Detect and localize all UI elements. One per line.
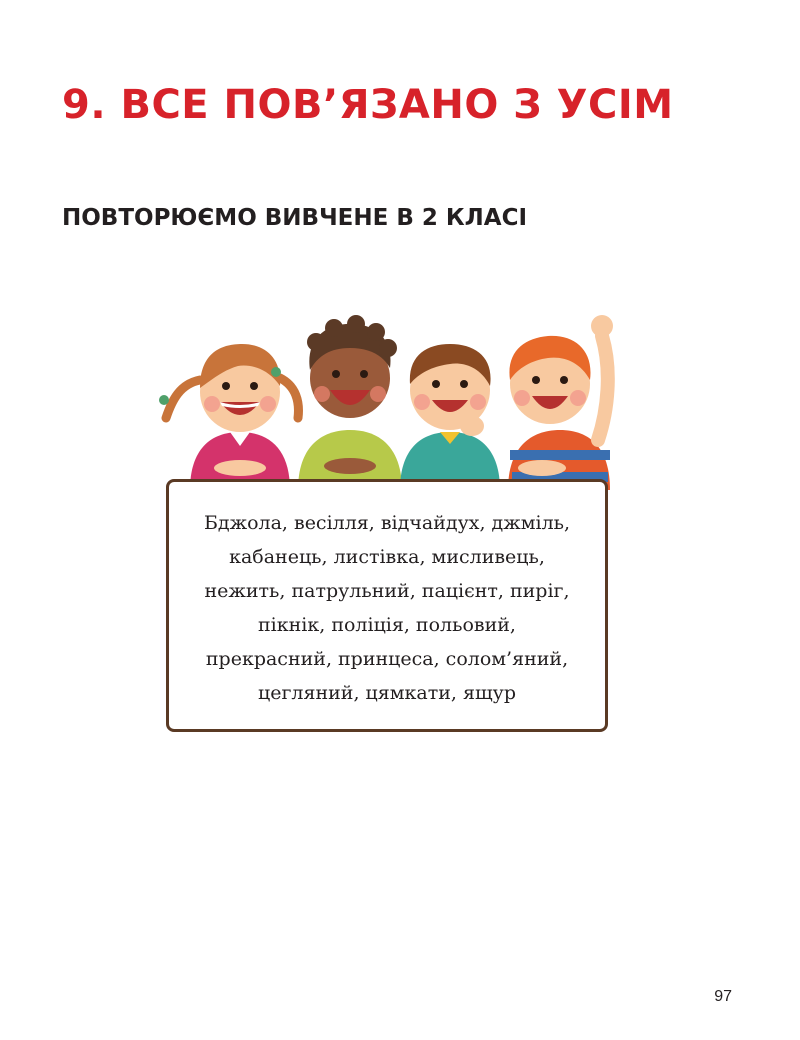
page-number: 97 — [714, 988, 732, 1005]
word-line: цегляний, цямкати, ящур — [258, 682, 516, 704]
word-line: Бджола, весілля, відчайдух, джміль, — [203, 512, 571, 534]
waving-boy-figure — [508, 315, 613, 490]
word-line: кабанець, листівка, мисливець, — [229, 546, 545, 568]
children-illustration — [150, 300, 630, 490]
word-line: нежить, патрульний, пацієнт, пиріг, — [204, 580, 570, 602]
boy-figure — [400, 344, 500, 490]
curly-kid-figure — [298, 315, 402, 490]
word-list-box — [166, 479, 608, 732]
chapter-title: 9. ВСЕ ПОВ’ЯЗАНО З УСІМ — [62, 82, 674, 128]
girl-figure — [159, 344, 298, 490]
word-list — [169, 506, 605, 710]
word-line: прекрасний, принцеса, солом’яний, — [205, 648, 569, 670]
section-title: ПОВТОРЮЄМО ВИВЧЕНЕ В 2 КЛАСІ — [62, 205, 528, 231]
word-line: пікнік, поліція, польовий, — [258, 614, 516, 636]
